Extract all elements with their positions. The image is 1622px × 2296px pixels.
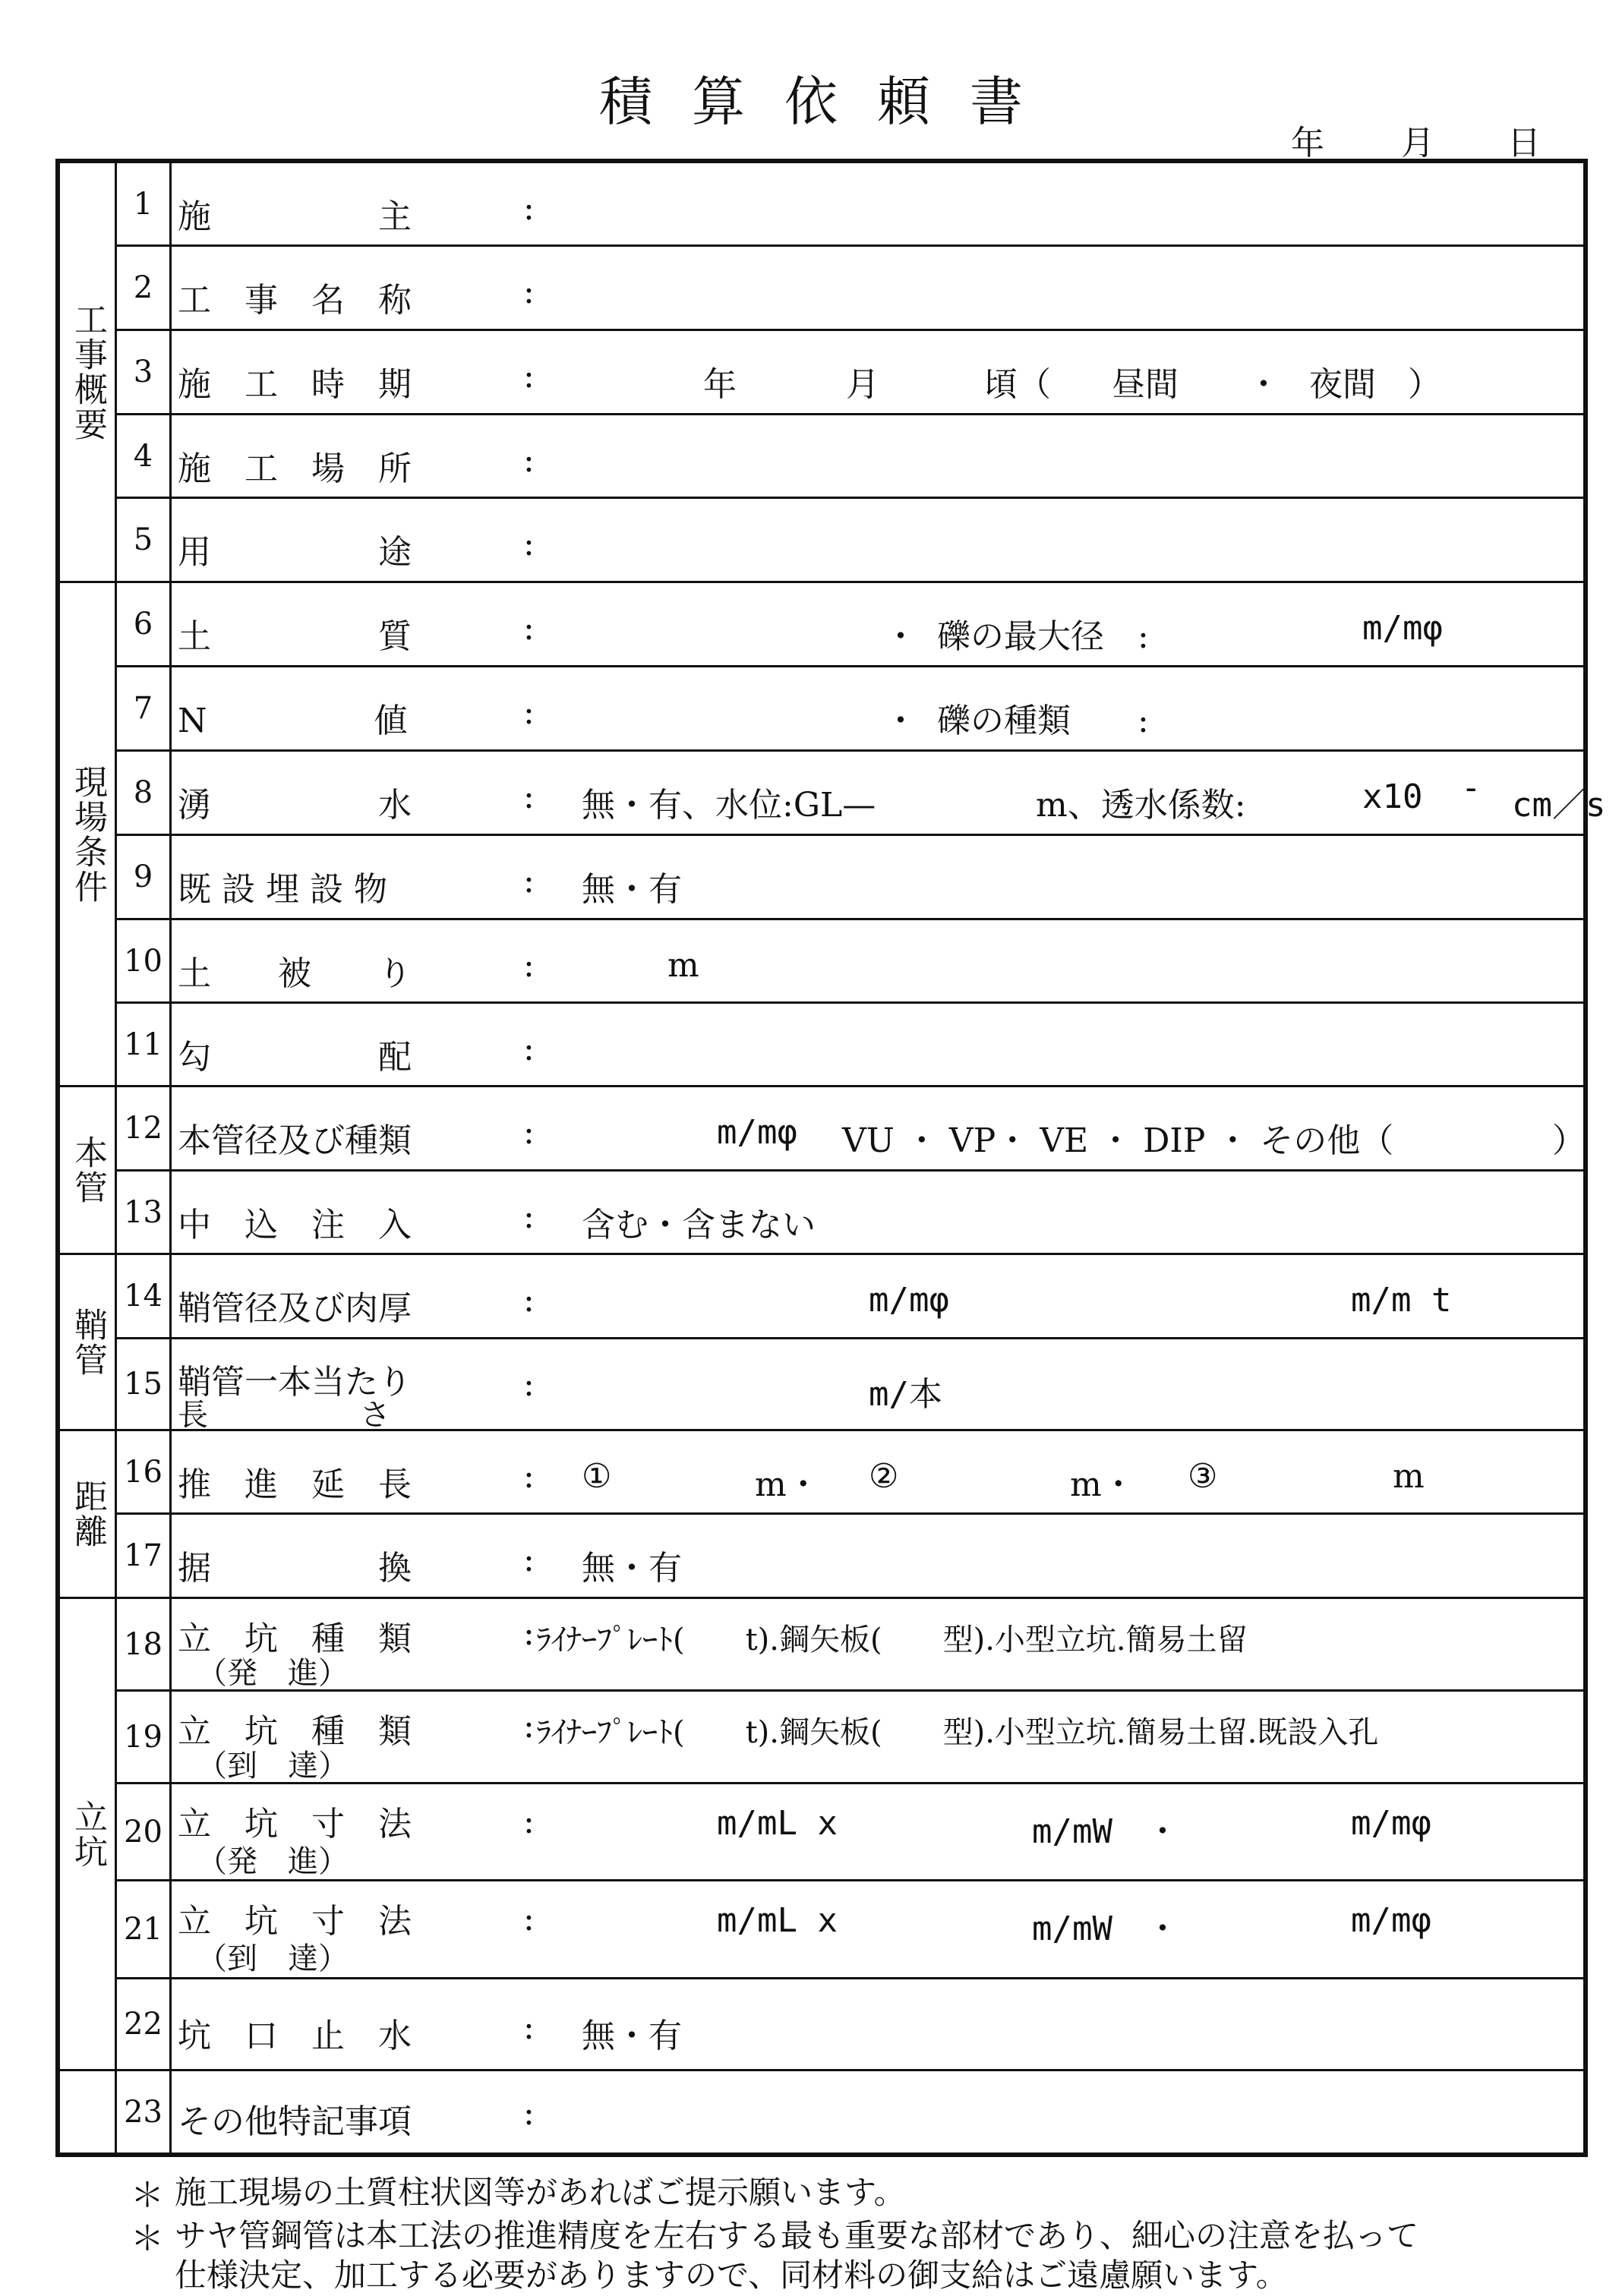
row-number: 10 [117, 920, 172, 1001]
form-row-existing-utilities: 9 既 設 埋 設 物 : 無・有 [117, 836, 1583, 920]
form-row-client: 1 施 主 : [117, 163, 1583, 247]
row-label: 中 込 注 入 [178, 1206, 412, 1244]
row-number: 17 [117, 1515, 172, 1597]
row-label: 据 換 [178, 1549, 412, 1588]
form-row-schedule: 3 施 工 時 期 : 年 月 頃（ 昼間 ・ 夜間 ） [117, 331, 1583, 415]
form-row-groundwater: 8 湧 水 : 無・有、水位:GL— m、透水係数: x10 - cm／s [117, 752, 1583, 836]
gravel-type-label: 礫の種類 : [937, 702, 1149, 740]
row-number: 3 [117, 331, 172, 413]
row-number: 4 [117, 415, 172, 497]
row-number: 13 [117, 1172, 172, 1253]
note-1: 施工現場の土質柱状図等があればご提示願います。 [175, 2174, 906, 2211]
row-number: 2 [117, 247, 172, 329]
grouting-options[interactable]: 含む・含まない [582, 1206, 816, 1244]
row-number: 14 [117, 1255, 172, 1337]
year-label: 年 [703, 365, 737, 404]
row-label: 鞘管一本当たり [178, 1363, 412, 1402]
form-row-replacement: 17 据 換 : 無・有 [117, 1515, 1583, 1599]
row-label: 推 進 延 長 [178, 1465, 412, 1504]
approx-label: 頃（ [984, 365, 1051, 404]
date-year: 年 [1291, 124, 1324, 162]
daytime-option[interactable]: 昼間 [1112, 365, 1179, 404]
row-label: その他特記事項 [178, 2102, 412, 2141]
form-row-n-value: 7 N 値 : ・ 礫の種類 : [117, 667, 1583, 752]
form-row-project-name: 2 工 事 名 称 : [117, 247, 1583, 331]
row-label: 用 途 [178, 533, 412, 572]
form-row-shaft-size-arrival: 21 立 坑 寸 法 （到 達） : m/mL x m/mW ・ m/mφ [117, 1881, 1583, 1979]
category-kyori: 距離 [60, 1431, 117, 1599]
row-label-sub: （到 達） [197, 1749, 349, 1784]
row-label: 本管径及び種類 [178, 1121, 412, 1160]
row-label: 施 主 [178, 197, 412, 236]
row-number: 7 [117, 667, 172, 749]
category-honkan: 本管 [60, 1087, 117, 1255]
category-genba-joken: 現場条件 [60, 583, 117, 1087]
row-label: 立 坑 寸 法 [178, 1805, 412, 1843]
row-label: 立 坑 種 類 [178, 1712, 412, 1751]
form-row-shaft-size-launch: 20 立 坑 寸 法 （発 進） : m/mL x m/mW ・ m/mφ [117, 1784, 1583, 1881]
groundwater-options[interactable]: 無・有、水位:GL— [582, 786, 876, 825]
shaft-type-options[interactable]: ﾗｲﾅｰﾌﾟﾚｰﾄ( t).鋼矢板( 型).小型立坑.簡易土留.既設入孔 [536, 1715, 1379, 1750]
form-row-portal-waterstop: 22 坑 口 止 水 : 無・有 [117, 1979, 1583, 2071]
form-row-soil: 6 土 質 : ・ 礫の最大径 : m/mφ [117, 583, 1583, 667]
row-number: 20 [117, 1784, 172, 1879]
form-row-main-pipe: 12 本管径及び種類 : m/mφ VU ・ VP・ VE ・ DIP ・ その他（ ） [117, 1087, 1583, 1172]
form-row-casing-diameter: 14 鞘管径及び肉厚 : m/mφ m/m t [117, 1255, 1583, 1339]
row-label-sub: 長 さ [178, 1398, 390, 1433]
estimate-request-form [55, 159, 1606, 2157]
waterstop-options[interactable]: 無・有 [582, 2017, 682, 2055]
row-label: N 値 [178, 702, 408, 740]
row-label: 施 工 場 所 [178, 449, 412, 488]
replacement-options[interactable]: 無・有 [582, 1549, 682, 1588]
form-row-purpose: 5 用 途 : [117, 499, 1583, 583]
row-label: 坑 口 止 水 [178, 2017, 412, 2055]
category-koji-gaiyo: 工事概要 [60, 163, 117, 583]
form-row-shaft-type-arrival: 19 立 坑 種 類 （到 達） : ﾗｲﾅｰﾌﾟﾚｰﾄ( t).鋼矢板( 型).小型立坑.簡易土留.既設入孔 [117, 1692, 1583, 1784]
row-label: 土 質 [178, 617, 412, 656]
row-label-sub: （発 進） [197, 1844, 349, 1879]
note-2b: 仕様決定、加工する必要がありますので、同材料の御支給はご遠慮願います。 [175, 2257, 1288, 2294]
row-number: 15 [117, 1339, 172, 1429]
row-label: 施 工 時 期 [178, 365, 412, 404]
category-tatekou: 立坑 [60, 1599, 117, 2071]
row-label-sub: （発 進） [197, 1656, 349, 1691]
row-number: 1 [117, 163, 172, 244]
category-blank [60, 2071, 117, 2157]
row-label: 立 坑 種 類 [178, 1620, 412, 1658]
row-label: 既 設 埋 設 物 [178, 870, 387, 909]
row-label-sub: （到 達） [197, 1941, 349, 1976]
date-day: 日 [1507, 124, 1541, 162]
month-label: 月 [846, 365, 879, 404]
row-label: 勾 配 [178, 1038, 412, 1077]
form-row-remarks: 23 その他特記事項 : [117, 2071, 1583, 2152]
gravel-max-label: 礫の最大径 : [937, 617, 1149, 656]
row-number: 23 [117, 2071, 172, 2152]
row-label: 工 事 名 称 [178, 281, 412, 320]
row-number: 9 [117, 836, 172, 918]
page-title: 積算依頼書 [599, 71, 1062, 133]
note-2a: サヤ管鋼管は本工法の推進精度を左右する最も重要な部材であり、細心の注意を払って [175, 2217, 1419, 2254]
row-label: 湧 水 [178, 786, 412, 825]
row-number: 18 [117, 1599, 172, 1689]
date-month: 月 [1401, 124, 1434, 162]
row-number: 21 [117, 1881, 172, 1977]
form-row-grouting: 13 中 込 注 入 : 含む・含まない [117, 1172, 1583, 1255]
nighttime-option[interactable]: 夜間 [1309, 365, 1376, 404]
form-row-cover-depth: 10 土 被 り : m [117, 920, 1583, 1004]
category-shokan: 鞘管 [60, 1255, 117, 1431]
row-number: 6 [117, 583, 172, 665]
row-label: 鞘管径及び肉厚 [178, 1289, 412, 1328]
row-label: 立 坑 寸 法 [178, 1902, 412, 1941]
row-label: 土 被 り [178, 954, 412, 993]
form-row-gradient: 11 勾 配 : [117, 1004, 1583, 1087]
row-number: 5 [117, 499, 172, 581]
row-number: 19 [117, 1692, 172, 1782]
note-mark: ＊ [131, 2176, 164, 2215]
form-row-shaft-type-launch: 18 立 坑 種 類 （発 進） : ﾗｲﾅｰﾌﾟﾚｰﾄ( t).鋼矢板( 型).小型立坑.簡易土留 [117, 1599, 1583, 1692]
form-row-jacking-length: 16 推 進 延 長 : ① m・ ② m・ ③ m [117, 1431, 1583, 1515]
existing-utilities-options[interactable]: 無・有 [582, 870, 682, 909]
note-mark: ＊ [131, 2219, 164, 2258]
shaft-type-options[interactable]: ﾗｲﾅｰﾌﾟﾚｰﾄ( t).鋼矢板( 型).小型立坑.簡易土留 [536, 1623, 1248, 1657]
form-row-casing-length: 15 鞘管一本当たり 長 さ : m/本 [117, 1339, 1583, 1431]
pipe-type-options[interactable]: VU ・ VP・ VE ・ DIP ・ その他（ [842, 1121, 1394, 1160]
row-number: 16 [117, 1431, 172, 1512]
form-row-location: 4 施 工 場 所 : [117, 415, 1583, 499]
row-number: 8 [117, 752, 172, 834]
row-number: 12 [117, 1087, 172, 1169]
row-number: 22 [117, 1979, 172, 2069]
row-number: 11 [117, 1004, 172, 1085]
